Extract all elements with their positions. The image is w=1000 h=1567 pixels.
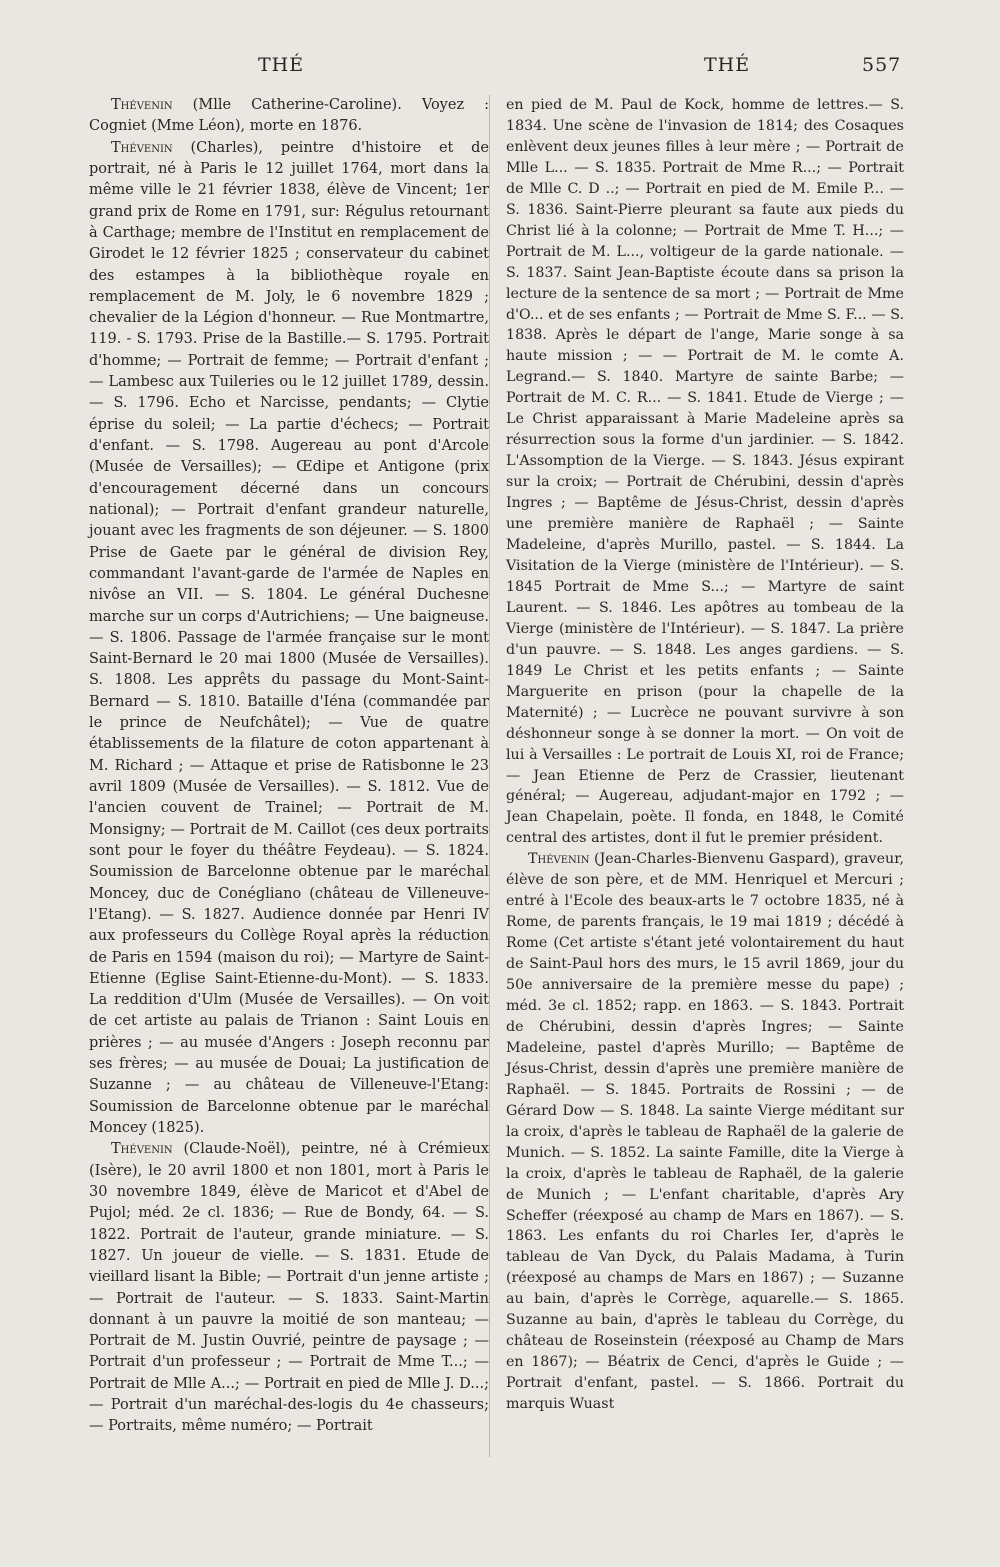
entry-text: (Claude-Noël), peintre, né à Crémieux (Isère), le 20 avril 1800 et non 1801, mort à Paris le 30 novembre 1849, élève de Maricot et d'Abel de Pujol; méd. 2e cl. 1836; — Rue de Bondy, 64. — S. 1822. Portrait de l'auteur, grande miniature. — S. 1827. Un joueur de vielle. — S. 1831. Etude de vieillard lisant la Bible; — Portrait d'un jenne artiste ; — Portrait de l'auteur. — S. 1833. Saint-Martin donnant à un pauvre la moitié de son manteau; — Portrait de M. Justin Ouvrié, peintre de paysage ; — Portrait d'un professeur ; — Portrait de Mme T...; — Portrait de Mlle A...; — Portrait en pied de Mlle J. D...; — Portrait d'un maréchal-des-logis du 4e chasseurs; — Portraits, même numéro; — Portrait bbox=[89, 1141, 489, 1435]
entry bbox=[89, 95, 489, 138]
entry-text: (Jean-Charles-Bienvenu Gaspard), graveur, élève de son père, et de MM. Henriquel et Mercuri ; entré à l'Ecole des beaux-arts le 7 octobre 1835, né à Rome, de parents français, le 19 mai 1819 ; décédé à Rome (Cet artiste s'étant jeté volontairement du haut de Saint-Paul hors des murs, le 15 avril 1869, jour du 50e anniversaire de la première messe du pape) ; méd. 3e cl. 1852; rapp. en 1863. — S. 1843. Portrait de Chérubini, dessin d'après Ingres; — Sainte Madeleine, pastel d'après Murillo; — Baptême de Jésus-Christ, dessin d'après une première manière de Raphaël. — S. 1845. Portraits de Rossini ; — de Gérard Dow — S. 1848. La sainte Vierge méditant sur la croix, d'après le tableau de Raphaël de la galerie de Munich. — S. 1852. La sainte Famille, dite la Vierge à la croix, d'après le tableau de Raphaël, de la galerie de Munich ; — L'enfant charitable, d'après Ary Scheffer (réexposé au champ de Mars en 1867). — S. 1863. Les enfants du roi Charles Ier, d'après le tableau de Van Dyck, du Palais Madama, à Turin (réexposé au champs de Mars en 1867) ; — Suzanne au bain, d'après le Corrège, aquarelle.— S. 1865. Suzanne au bain, d'après le tableau du Corrège, du château de Roseinstein (réexposé au Champ de Mars en 1867); — Béatrix de Cenci, d'après le Guide ; — Portrait d'enfant, pastel. — S. 1866. Portrait du marquis Wuast bbox=[506, 851, 904, 1413]
page-number: 557 bbox=[862, 54, 902, 76]
running-head-left: THÉ bbox=[258, 54, 305, 76]
entry-continuation bbox=[506, 95, 904, 849]
entry bbox=[506, 849, 904, 1415]
entry-text: en pied de M. Paul de Kock, homme de lettres.— S. 1834. Une scène de l'invasion de 1814; des Cosaques enlèvent deux jeunes filles à leur mère ; — Portrait de Mlle L... — S. 1835. Portrait de Mme R...; — Portrait de Mlle C. D ..; — Portrait en pied de M. Emile P... — S. 1836. Saint-Pierre pleurant sa faute aux pieds du Christ lié à la colonne; — Portrait de Mme T. H...; — Portrait de M. L..., voltigeur de la garde nationale. — S. 1837. Saint Jean-Baptiste écoute dans sa prison la lecture de la sentence de sa mort ; — Portrait de Mme d'O... et de ses enfants ; — Portrait de Mme S. F... — S. 1838. Après le départ de l'ange, Marie songe à sa haute mission ; — — Portrait de M. le comte A. Legrand.— S. 1840. Martyre de sainte Barbe; — Portrait de M. C. R... — S. 1841. Etude de Vierge ; — Le Christ apparaissant à Marie Madeleine après sa résurrection sous la forme d'un jardinier. — S. 1842. L'Assomption de la Vierge. — S. 1843. Jésus expirant sur la croix; — Portrait de Chérubini, dessin d'après Ingres ; — Baptême de Jésus-Christ, dessin d'après une première manière de Raphaël ; — Sainte Madeleine, d'après Murillo, pastel. — S. 1844. La Visitation de la Vierge (ministère de l'Intérieur). — S. 1845 Portrait de Mme S...; — Martyre de saint Laurent. — S. 1846. Les apôtres au tombeau de la Vierge (ministère de l'Intérieur). — S. 1847. La prière d'un pauvre. — S. 1848. Les anges gardiens. — S. 1849 Le Christ et les petits enfants ; — Sainte Marguerite en prison (pour la chapelle de la Maternité) ; — Lucrèce ne pouvant survivre à son déshonneur songe à se donner la mort. — On voit de lui à Versailles : Le portrait de Louis XI, roi de France; — Jean Etienne de Perz de Crassier, lieutenant général; — Augereau, adjudant-major en 1792 ; — Jean Chapelain, poète. Il fonda, en 1848, le Comité central des artistes, dont il fut le premier président. bbox=[506, 97, 904, 847]
left-column bbox=[89, 95, 489, 1438]
entry-name: Thévenin bbox=[111, 1141, 173, 1158]
entry-name: Thévenin bbox=[528, 851, 590, 868]
entry-text: (Mlle Catherine-Caroline). Voyez : Cogniet (Mme Léon), morte en 1876. bbox=[89, 97, 489, 135]
column-divider bbox=[489, 95, 490, 1457]
entry-name: Thévenin bbox=[111, 139, 173, 156]
running-head-right: THÉ bbox=[704, 54, 751, 76]
entry-name: Thévenin bbox=[111, 97, 173, 113]
right-column bbox=[506, 95, 904, 1415]
entry bbox=[89, 138, 489, 1140]
entry-text: (Charles), peintre d'histoire et de portrait, né à Paris le 12 juillet 1764, mort dans la même ville le 21 février 1838, élève de Vincent; 1er grand prix de Rome en 1791, sur: Régulus retournant à Carthage; membre de l'Institut en remplacement de Girodet le 12 février 1825 ; conservateur du cabinet des estampes à la bibliothèque royale en remplacement de M. Joly, le 6 novembre 1829 ; chevalier de la Légion d'honneur. — Rue Montmartre, 119. - S. 1793. Prise de la Bastille.— S. 1795. Portrait d'homme; — Portrait de femme; — Portrait d'enfant ; — Lambesc aux Tuileries ou le 12 juillet 1789, dessin. — S. 1796. Echo et Narcisse, pendants; — Clytie éprise du soleil; — La partie d'échecs; — Portrait d'enfant. — S. 1798. Augereau au pont d'Arcole (Musée de Versailles); — Œdipe et Antigone (prix d'encouragement décerné dans un concours national); — Portrait d'enfant grandeur naturelle, jouant avec les fragments de son déjeuner. — S. 1800 Prise de Gaete par le général de division Rey, commandant l'avant-garde de l'armée de Naples en nivôse an VII. — S. 1804. Le général Duchesne marche sur un corps d'Autrichiens; — Une baigneuse. — S. 1806. Passage de l'armée française sur le mont Saint-Bernard le 20 mai 1800 (Musée de Versailles). S. 1808. Les apprêts du passage du Mont-Saint-Bernard — S. 1810. Bataille d'Iéna (commandée par le prince de Neufchâtel); — Vue de quatre établissements de la filature de coton appartenant à M. Richard ; — Attaque et prise de Ratisbonne le 23 avril 1809 (Musée de Versailles). — S. 1812. Vue de l'ancien couvent de Trainel; — Portrait de M. Monsigny; — Portrait de M. Caillot (ces deux portraits sont pour le foyer du théâtre Feydeau). — S. 1824. Soumission de Barcelonne obtenue par le maréchal Moncey, duc de Conégliano (château de Villeneuve-l'Etang). — S. 1827. Audience donnée par Henri IV aux professeurs du Collège Royal après la réduction de Paris en 1594 (maison du roi); — Martyre de Saint-Etienne (Eglise Saint-Etienne-du-Mont). — S. 1833. La reddition d'Ulm (Musée de Versailles). — On voit de cet artiste au palais de Trianon : Saint Louis en prières ; — au musée d'Angers : Joseph reconnu par ses frères; — au musée de Douai; La justification de Suzanne ; — au château de Villeneuve-l'Etang: Soumission de Barcelonne obtenue par le maréchal Moncey (1825). bbox=[89, 139, 489, 1136]
entry bbox=[89, 1139, 489, 1437]
